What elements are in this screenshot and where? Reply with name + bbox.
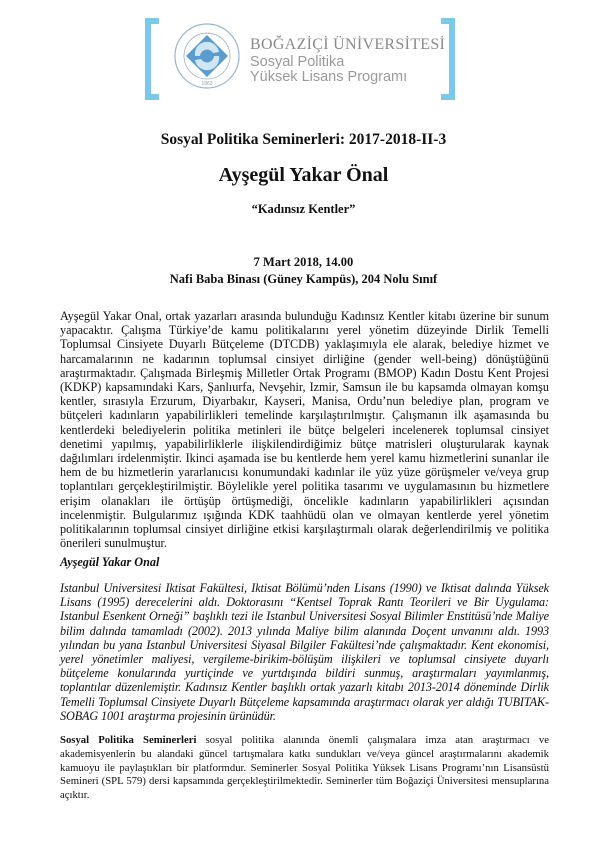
seminar-series-title: Sosyal Politika Seminerleri: 2017-2018-II-3 xyxy=(160,131,447,148)
event-date-time: 7 Mart 2018, 14.00 xyxy=(253,255,354,269)
about-text: sosyal politika alanında önemli çalışmalara imza atan araştırmacı ve akademisyenlerin bu alandaki güncel tartışmalara katkı sundukları ve/veya güncel araştırmalarını akademik kamuoyu ile paylaştıkları bir platformdur. Seminerler Sosyal Politika Yüksek Lisans Programı’nın Lisansüstü Semineri (SPL 579) dersi kapsamında gerçekleştirilmektedir. Seminerler tüm Boğaziçi Üniversitesi mensuplarına açıktır. xyxy=(60,734,549,802)
university-seal-icon xyxy=(173,22,241,90)
bio-paragraph: Istanbul Universitesi Iktisat Fakültesi, Iktisat Bölümü’nden Lisans (1990) ve Iktisat dalında Yüksek Lisans (1995) derecelerini aldı. Doktorasını “Kentsel Toprak Rantı Teorileri ve Bir Uygulama: Istanbul Esenkent Orneği” başlıklı tezi ile Istanbul Universitesi Sosyal Bilimler Enstitüsü’nde Maliye bilim dalında tamamladı (2002). 2013 yılında Maliye bilim alanında Doçent unvanını aldı. 1993 yılından bu yana Istanbul Universitesi Siyasal Bilgiler Fakültesi’nde çalışmaktadır. Kent ekonomisi, yerel yönetimler maliyesi, vergileme-birikim-bölüşüm ilişkileri ve toplumsal cinsiyete duyarlı bütçeleme konularında yurtiçinde ve yurtdışında bildiri sunmuş, araştırmaları yayımlanmış, toplantılar düzenlemiştir. Kadınsız Kentler başlıklı ortak yazarlı kitabı 2013-2014 döneminde Dirlik Temelli Toplumsal Cinsiyete Duyarlı Bütçeleme kapsamında araştırmacı olarak yer aldığı TUBITAK-SOBAG 1001 araştırma projesinin ürünüdür. xyxy=(60,581,549,723)
event-venue: Nafi Baba Binası (Güney Kampüs), 204 Nolu Sınıf xyxy=(169,272,438,286)
bio-heading: Ayşegül Yakar Onal xyxy=(60,555,160,569)
left-bracket-decoration xyxy=(145,18,159,100)
university-name: BOĞAZİÇİ ÜNİVERSİTESİ xyxy=(250,36,446,53)
program-name-line1: Sosyal Politika xyxy=(250,54,345,70)
right-bracket-decoration xyxy=(441,18,455,100)
program-header xyxy=(145,18,455,102)
abstract-paragraph: Ayşegül Yakar Onal, ortak yazarları arasında bulunduğu Kadınsız Kentler kitabı üzerine bir sunum yapacaktır. Çalışma Türkiye’de kamu politikalarını yerel yönetim düzeyinde Dirlik Temelli Toplumsal Cinsiyete Duyarlı Bütçeleme (DTCDB) yaklaşımıyla ele alarak, belediye hizmet ve harcamalarının ne kadarının toplumsal cinsiyet dirliğine (gender well-being) dönüştüğünü araştırmaktadır. Çalışmada Birleşmiş Milletler Ortak Programı (BMOP) Kadın Dostu Kent Projesi (KDKP) kapsamındaki Kars, Şanlıurfa, Nevşehir, Izmir, Samsun ile bu kapsamda olmayan komşu kentler, sırasıyla Erzurum, Diyarbakır, Kayseri, Manisa, Ordu’nun belediye plan, program ve bütçeleri kadınların yapabilirlikleri temelinde karşılaştırılmıştır. Çalışmanın ilk aşamasında bu kentlerdeki belediyelerin politika metinleri ile bütçe belgeleri incelenerek toplumsal cinsiyet denetimi yapılmış, yapabilirliklerle ilişkilendirdiğimiz bütçe matrisleri oluşturularak kaynak dağılımları irdelenmiştir. Ikinci aşamada ise bu kentlerde hem yerel kamu hizmetlerini sunanlar ile hem de bu hizmetlerin yararlanıcısı konumundaki kadınlar ile yüz yüze görüşmeler ve/veya grup toplantıları gerçekleştirilmiştir. Böylelikle yerel politika tasarımı ve uygulamasının bu hizmetlere erişim olanakları ile örtüşüp örtüşmediği, öncelikle kadınların yapabilirlikleri açısından incelenmiştir. Bulgularımız ışığında KDK taahhüdü olan ve olmayan kentlerde yerel yönetim politikalarının toplumsal cinsiyet dirliğine etkisi karşılaştırmalı olarak değerlendirilmiş ve politika önerileri sunulmuştur. xyxy=(60,309,549,551)
about-seminars-paragraph xyxy=(60,734,549,803)
svg-text:1863: 1863 xyxy=(201,81,213,87)
program-name-line2: Yüksek Lisans Programı xyxy=(250,69,408,85)
about-lead: Sosyal Politika Seminerleri xyxy=(60,734,197,746)
talk-title: “Kadınsız Kentler” xyxy=(251,202,356,216)
speaker-name: Ayşegül Yakar Önal xyxy=(218,164,389,186)
